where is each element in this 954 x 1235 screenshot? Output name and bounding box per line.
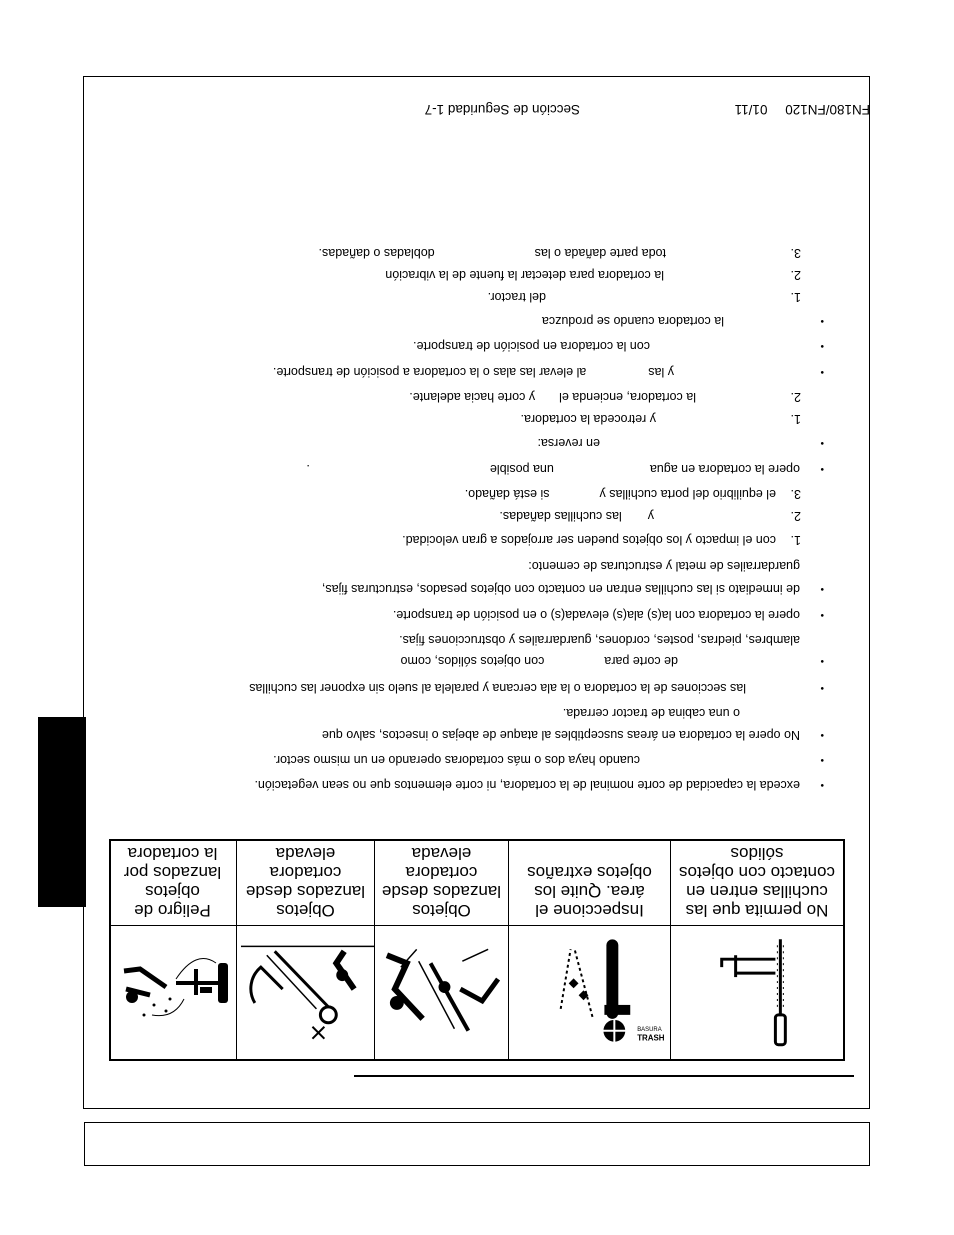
icon-text: BASURA <box>637 1026 662 1033</box>
hazard-table <box>109 839 845 1061</box>
section-tab <box>38 717 86 907</box>
raised-mower-icon <box>237 925 374 1059</box>
hazard-cell <box>236 841 374 1059</box>
section-rule <box>354 1075 854 1077</box>
hazard-label: No permita que las cuchillas entren en contacto con objetos sólidos <box>679 844 835 920</box>
list-item-continuation: o una cabina de tractor cerrada. <box>562 706 740 720</box>
numbered-item: 1. con el impacto y los objetos pueden ser arrojados a gran velocidad. <box>402 533 801 547</box>
model-label: FN180/FN120 <box>785 102 870 117</box>
numbered-item: 2. ylas cuchillas dañadas. <box>499 509 801 523</box>
trash-basura-icon <box>509 925 670 1059</box>
footer-model <box>735 102 870 117</box>
numbered-item: 3. el equilibrio del porta cuchillas ysi está dañado. <box>464 487 801 501</box>
numbered-item: 1. del tractor. <box>487 290 801 304</box>
hazard-cell <box>109 841 236 1059</box>
footer-section <box>425 102 580 117</box>
list-item: • cuando haya dos o más cortadoras operando en un mismo sector. <box>273 749 800 770</box>
list-item: • opere la cortadora en aguauna posible. <box>306 458 800 479</box>
numbered-item: 2. la cortadora para detectar la fuente de la vibración <box>385 268 801 282</box>
hazard-cell <box>374 841 508 1059</box>
numbered-item: 3. toda parte dañada o lasdobladas o dañadas. <box>318 246 801 260</box>
numbered-item: 2. la cortadora, encienda ely corte hacia adelante. <box>409 390 801 404</box>
hazard-cell <box>508 841 670 1059</box>
list-item: • de inmediato si las cuchillas entran en contacto con objetos pesados, estructuras fijas, <box>322 578 800 599</box>
hazard-cell <box>670 841 843 1059</box>
section-label: Sección de Seguridad 1-7 <box>424 102 580 117</box>
raised-wing-icon <box>375 925 508 1059</box>
icon-text: TRASH <box>637 1033 665 1043</box>
hazard-label: Peligro de objetos lanzados por la cortadora <box>123 844 222 920</box>
list-item: • con la cortadora en posición de transporte. <box>413 335 800 356</box>
list-item: • la cortadora cuando se produzca <box>542 310 800 331</box>
list-item: • en reversa: <box>537 432 800 453</box>
numbered-item: 1. y retroceda la cortadora. <box>520 412 801 426</box>
date-label: 01/11 <box>734 102 768 117</box>
hazard-label: Objetos lanzados desde cortadora elevada <box>381 844 502 920</box>
solid-object-icon <box>671 925 843 1059</box>
list-item: • exceda la capacidad de corte nominal de la cortadora, ni corte elementos que no sean vegetación. <box>255 774 801 795</box>
thrown-objects-icon <box>109 925 236 1059</box>
list-item: • No opere la cortadora en áreas susceptibles al ataque de abejas o insectos, salvo que <box>322 724 800 745</box>
hazard-label: Objetos lanzados desde cortadora elevada <box>245 844 366 920</box>
hazard-label: Inspeccione el área. Quite los objetos extraños <box>527 863 652 920</box>
list-item: • de corte paracon objetos sólidos, como <box>400 650 800 671</box>
list-item-continuation: alambres, piedras, postes, cordones, guardarrailes y obstrucciones fijas. <box>399 633 800 647</box>
list-item: • y lasal elevar las alas o la cortadora a posición de transporte. <box>273 361 800 382</box>
list-item: • opere la cortadora con la(s) ala(s) elevada(s) o en posición de transporte. <box>393 604 800 625</box>
list-item-continuation: guardarrailes de metal y estructuras de cemento: <box>528 559 800 573</box>
top-blank-box <box>84 1122 870 1166</box>
list-item: • las secciones de la cortadora o la ala cercana y paralela al suelo sin exponer las cuchillas <box>249 677 800 698</box>
